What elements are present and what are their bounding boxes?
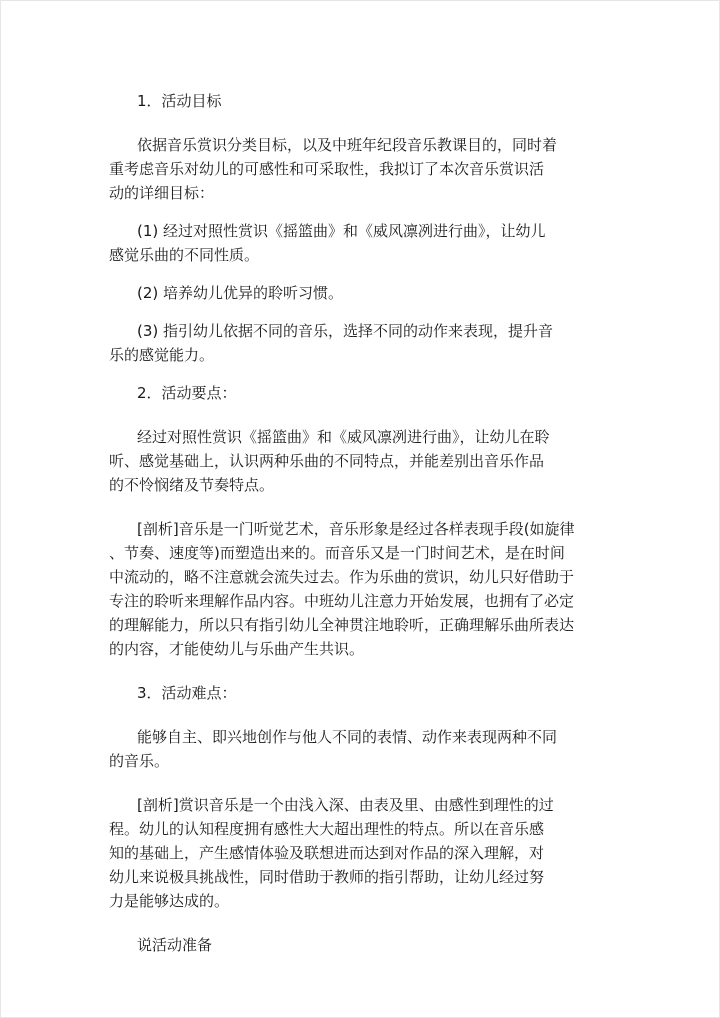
heading-activity-goals [109, 89, 589, 113]
text-line: [剖析]赏识音乐是一个由浅入深、由表及里、由感性到理性的过 [137, 796, 554, 814]
text-line: 专注的聆听来理解作品内容。中班幼儿注意力开始发展，也拥有了必定 [109, 592, 575, 610]
paragraph-key-points [109, 425, 589, 497]
paragraph-goals-intro [109, 133, 589, 205]
text-line: 依据音乐赏识分类目标，以及中班年纪段音乐教课目的，同时着 [137, 136, 558, 154]
text-line: 1．活动目标 [137, 92, 222, 110]
text-line: 动的详细目标： [109, 184, 215, 202]
paragraph-goal-3 [109, 319, 589, 367]
text-line: 感觉乐曲的不同性质。 [109, 246, 260, 264]
text-line: (1) 经过对照性赏识《摇篮曲》和《威风凛冽进行曲》，让幼儿 [137, 222, 546, 240]
text-line: 知的基础上，产生感情体验及联想进而达到对作品的深入理解，对 [109, 844, 545, 862]
text-line: 力是能够达成的。 [109, 892, 230, 910]
paragraph-analysis-1 [109, 517, 589, 661]
text-line: (2) 培养幼儿优异的聆听习惯。 [137, 284, 344, 302]
heading-key-points [109, 381, 589, 405]
text-line: 说活动准备 [137, 936, 213, 954]
text-line: 、节奏、速度等)而塑造出来的。而音乐又是一门时间艺术，是在时间 [109, 544, 565, 562]
document-body [109, 89, 589, 957]
text-line: 幼儿来说极具挑战性，同时借助于教师的指引帮助，让幼儿经过努 [109, 868, 545, 886]
text-line: 中流动的，略不注意就会流失过去。作为乐曲的赏识，幼儿只好借助于 [109, 568, 575, 586]
text-line: 程。幼儿的认知程度拥有感性大大超出理性的特点。所以在音乐感 [109, 820, 545, 838]
text-line: 的不怜悯绪及节奏特点。 [109, 476, 275, 494]
paragraph-analysis-2 [109, 793, 589, 913]
text-line: 乐的感觉能力。 [109, 346, 215, 364]
paragraph-goal-2 [109, 281, 589, 305]
heading-activity-preparation [109, 933, 589, 957]
text-line: 的内容，才能使幼儿与乐曲产生共识。 [109, 640, 365, 658]
text-line: 经过对照性赏识《摇篮曲》和《威风凛冽进行曲》，让幼儿在聆 [137, 428, 550, 446]
text-line: 的理解能力，所以只有指引幼儿全神贯注地聆听，正确理解乐曲所表达 [109, 616, 575, 634]
text-line: 能够自主、即兴地创作与他人不同的表情、动作来表现两种不同 [137, 728, 558, 746]
text-line: 的音乐。 [109, 752, 170, 770]
paragraph-difficulties [109, 725, 589, 773]
text-line: (3) 指引幼儿依据不同的音乐，选择不同的动作来表现，提升音 [137, 322, 554, 340]
heading-difficulties [109, 681, 589, 705]
text-line: 3．活动难点： [137, 684, 237, 702]
paragraph-goal-1 [109, 219, 589, 267]
text-line: [剖析]音乐是一门听觉艺术，音乐形象是经过各样表现手段(如旋律 [137, 520, 575, 538]
text-line: 听、感觉基础上，认识两种乐曲的不同特点，并能差别出音乐作品 [109, 452, 545, 470]
text-line: 2．活动要点： [137, 384, 237, 402]
text-line: 重考虑音乐对幼儿的可感性和可采取性，我拟订了本次音乐赏识活 [109, 160, 545, 178]
